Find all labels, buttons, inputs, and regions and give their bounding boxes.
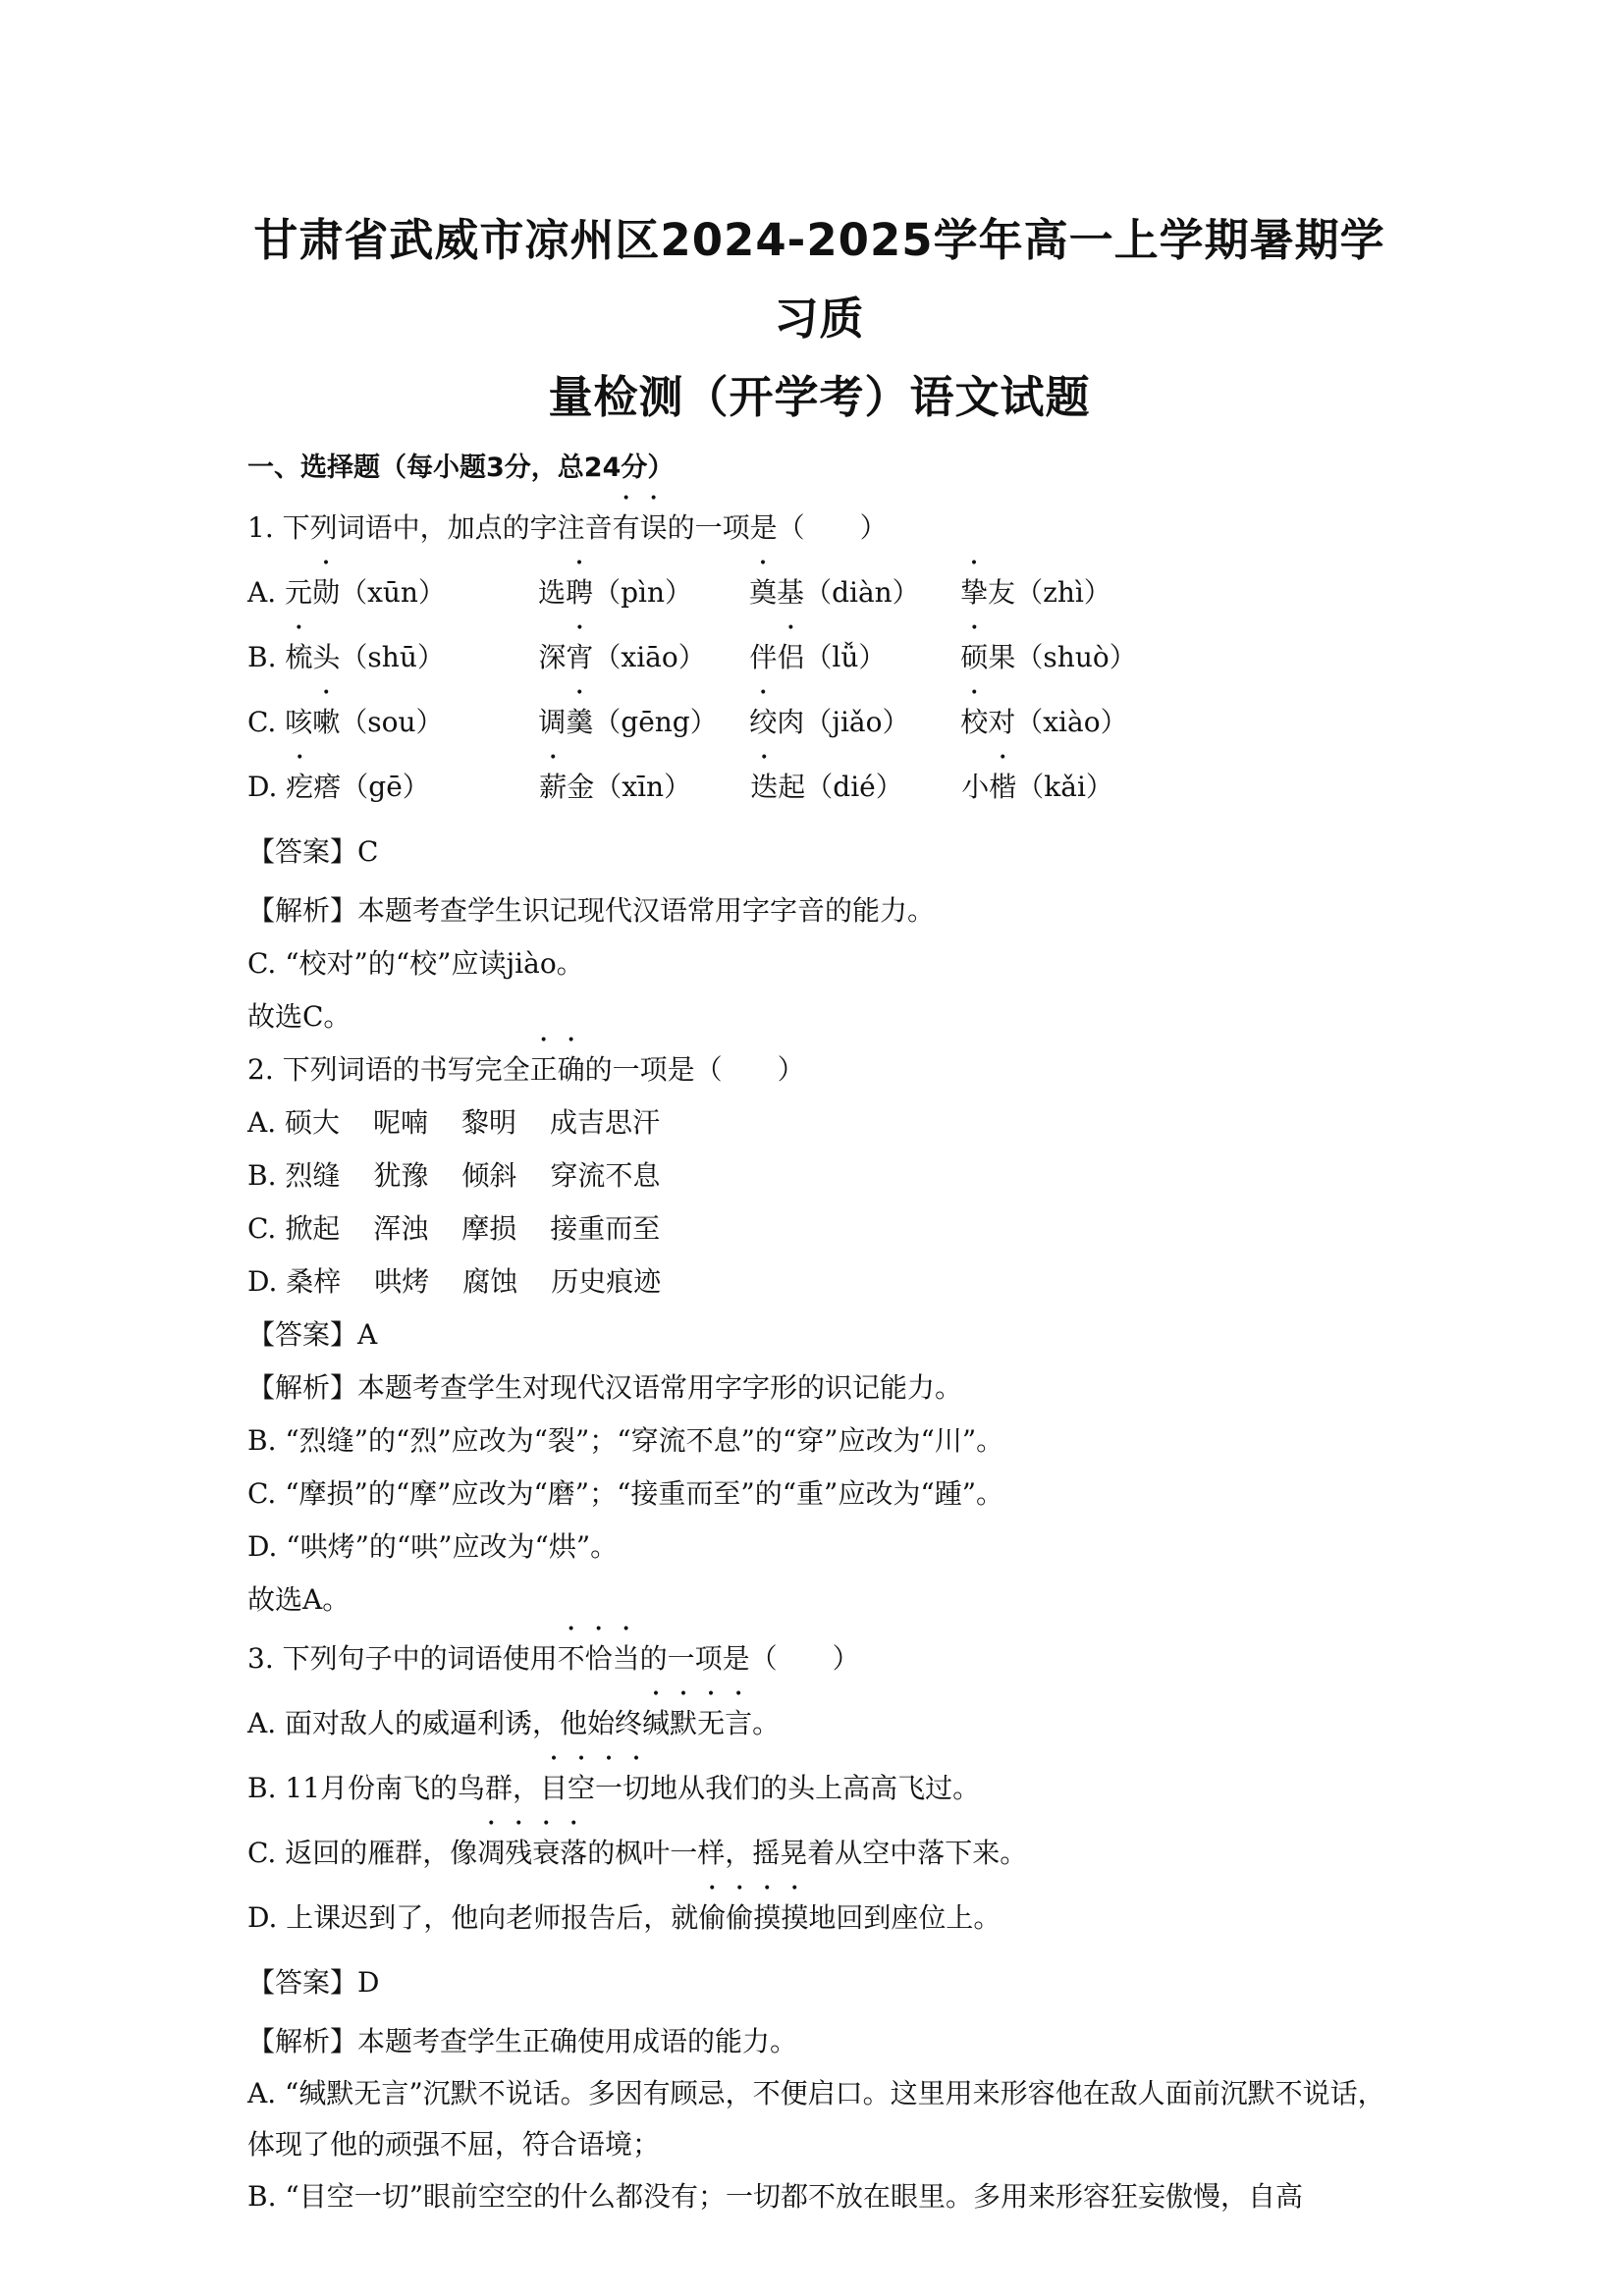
- option-word: 哄烤: [374, 1265, 430, 1298]
- option-word: 摩损: [461, 1212, 517, 1245]
- emphasized-char: 摸: [781, 1901, 809, 1934]
- emphasized-char: 目: [540, 1772, 568, 1804]
- word-part: 咳: [285, 706, 313, 738]
- word-part: 伴: [749, 641, 778, 673]
- section-heading: 一、选择题（每小题3分，总24分）: [247, 453, 675, 483]
- title-line-2: 量检测（开学考）语文试题: [548, 371, 1091, 423]
- question-2-explanation-d: D. “哄烤”的“哄”应改为“烘”。: [247, 1530, 619, 1563]
- word-part: 深: [538, 641, 567, 673]
- option-word: 历史痕迹: [551, 1265, 662, 1298]
- option-item: [538, 690, 749, 755]
- option-letter: A.: [247, 576, 286, 609]
- question-3-stem: 3. 下列句子中的词语使用不恰当的一项是（ ）: [247, 1642, 860, 1675]
- emphasized-char: 切: [623, 1772, 651, 1804]
- question-3-options: [247, 1691, 1391, 1950]
- question-1-answer: 【答案】C: [247, 835, 379, 868]
- question-2-explanation-c: C. “摩损”的“摩”应改为“磨”；“接重而至”的“重”应改为“踵”。: [247, 1477, 1004, 1510]
- option-item: [538, 561, 749, 625]
- option-item: [750, 755, 961, 820]
- emphasized-char: 衰: [532, 1837, 561, 1869]
- question-1-stem: 1. 下列词语中，加点的字注音有误的一项是（ ）: [247, 511, 888, 544]
- option-word: 黎明: [461, 1106, 517, 1139]
- emphasized-char: 聘: [566, 576, 594, 609]
- question-3-explanation-b: B. “目空一切”眼前空空的什么都没有；一切都不放在眼里。多用来形容狂妄傲慢，自高: [247, 2180, 1304, 2213]
- option-item: [960, 690, 1127, 755]
- question-2-option-row: [247, 1202, 1391, 1255]
- option-word: 犹豫: [373, 1159, 429, 1192]
- word-part: 头: [312, 641, 341, 673]
- option-letter: D.: [247, 1265, 287, 1298]
- option-word: 桑梓: [286, 1265, 342, 1298]
- option-letter: A.: [247, 1106, 286, 1139]
- option-word: 硕大: [285, 1106, 341, 1139]
- question-2-analysis: 【解析】本题考查学生对现代汉语常用字字形的识记能力。: [247, 1371, 963, 1404]
- option-item: [285, 690, 538, 755]
- option-item: [960, 561, 1111, 625]
- emphasized-char: 宵: [566, 641, 594, 673]
- sentence-part: C. 返回的雁群，像: [247, 1837, 478, 1869]
- word-part: 金: [567, 771, 595, 803]
- pinyin: （dié）: [805, 771, 903, 803]
- question-1-option-row: [247, 625, 1391, 690]
- question-1-options: [247, 561, 1391, 820]
- question-2-option-row: [247, 1149, 1391, 1202]
- pinyin: （kǎi）: [1016, 771, 1113, 803]
- question-2-explanation-b: B. “烈缝”的“烈”应改为“裂”；“穿流不息”的“穿”应改为“川”。: [247, 1424, 1004, 1457]
- option-word: 腐蚀: [462, 1265, 518, 1298]
- pinyin: （jiǎo）: [804, 706, 910, 738]
- emphasized-char: 迭: [750, 771, 779, 803]
- pinyin: （lǚ）: [804, 641, 887, 673]
- option-word: 倾斜: [461, 1159, 517, 1192]
- pinyin: （xīn）: [594, 771, 692, 803]
- word-part: 友: [988, 576, 1016, 609]
- emphasized-char: 落: [560, 1837, 588, 1869]
- sentence-part: 。: [752, 1707, 781, 1739]
- emphasized-char: 绞: [749, 706, 778, 738]
- sentence-part: 的枫叶一样，摇晃着从空中落下来。: [587, 1837, 1028, 1869]
- pinyin: （zhì）: [1015, 576, 1111, 609]
- question-2-choice: 故选A。: [247, 1583, 351, 1616]
- word-part: 小: [961, 771, 990, 803]
- document-title: [247, 201, 1391, 437]
- option-word: 接重而至: [550, 1212, 661, 1245]
- emphasized-char: 一: [595, 1772, 623, 1804]
- option-item: [749, 561, 960, 625]
- question-2-stem: 2. 下列词语的书写完全正确的一项是（ ）: [247, 1053, 805, 1086]
- option-item: [538, 625, 749, 690]
- question-3-analysis: 【解析】本题考查学生正确使用成语的能力。: [247, 2025, 798, 2057]
- pinyin: （xūn）: [340, 576, 446, 609]
- option-word: 掀起: [285, 1212, 341, 1245]
- question-3-answer: 【答案】D: [247, 1966, 380, 1999]
- option-item: [539, 755, 750, 820]
- word-part: 基: [777, 576, 805, 609]
- option-letter: B.: [247, 641, 286, 673]
- emphasized-char: 侣: [777, 641, 805, 673]
- emphasized-char: 疙: [286, 771, 314, 803]
- emphasized-char: 硕: [960, 641, 989, 673]
- emphasized-char: 残: [505, 1837, 533, 1869]
- question-1-explanation: C. “校对”的“校”应读jiào。: [247, 947, 584, 980]
- document-page: [247, 201, 1391, 2223]
- sentence-part: A. 面对敌人的威逼利诱，他始终: [247, 1707, 643, 1739]
- pinyin: （xiào）: [1015, 706, 1128, 738]
- question-3-explanation-a: A. “缄默无言”沉默不说话。多因有顾忌，不便启口。这里用来形容他在敌人面前沉默不说话，体现了他的顽强不屈，符合语境；: [247, 2077, 1385, 2161]
- sentence-part: B. 11月份南飞的鸟群，: [247, 1772, 541, 1804]
- question-2-option-row: [247, 1096, 1391, 1149]
- pinyin: （shuò）: [1015, 641, 1137, 673]
- pinyin: （diàn）: [804, 576, 920, 609]
- emphasized-char: 摸: [753, 1901, 782, 1934]
- question-1-choice: 故选C。: [247, 1000, 352, 1033]
- word-part: 选: [538, 576, 567, 609]
- option-word: 呢喃: [373, 1106, 429, 1139]
- word-part: 起: [778, 771, 806, 803]
- emphasized-char: 薪: [539, 771, 568, 803]
- pinyin: （xiāo）: [593, 641, 706, 673]
- question-1-analysis: 【解析】本题考查学生识记现代汉语常用字字音的能力。: [247, 894, 936, 927]
- option-item: [285, 561, 538, 625]
- question-1-option-row: [247, 561, 1391, 625]
- pinyin: （shū）: [340, 641, 445, 673]
- word-part: 调: [538, 706, 567, 738]
- emphasized-char: 嗽: [312, 706, 341, 738]
- word-part: 果: [988, 641, 1016, 673]
- emphasized-char: 缄: [642, 1707, 671, 1739]
- emphasized-char: 偷: [726, 1901, 754, 1934]
- word-part: 对: [988, 706, 1016, 738]
- emphasized-char: 校: [960, 706, 989, 738]
- option-item: [285, 625, 538, 690]
- emphasized-char: 楷: [989, 771, 1017, 803]
- sentence-part: D. 上课迟到了，他向老师报告后，就: [247, 1901, 699, 1934]
- emphasized-char: 奠: [749, 576, 778, 609]
- emphasized-char: 凋: [477, 1837, 506, 1869]
- emphasized-char: 默: [670, 1707, 698, 1739]
- emphasized-char: 挚: [960, 576, 989, 609]
- option-letter: C.: [247, 1212, 286, 1245]
- pinyin: （gē）: [341, 771, 430, 803]
- question-3-option-row: [247, 1691, 1391, 1756]
- emphasized-char: 无: [697, 1707, 726, 1739]
- pinyin: （sou）: [340, 706, 444, 738]
- sentence-part: 地从我们的头上高高飞过。: [650, 1772, 981, 1804]
- emphasized-char: 梳: [285, 641, 313, 673]
- emphasized-char: 空: [568, 1772, 596, 1804]
- question-3-option-row: [247, 1756, 1391, 1821]
- option-item: [749, 625, 960, 690]
- question-1-option-row: [247, 755, 1391, 820]
- question-1-option-row: [247, 690, 1391, 755]
- emphasized-char: 偷: [698, 1901, 727, 1934]
- title-line-1: 甘肃省武威市凉州区2024-2025学年高一上学期暑期学习质: [253, 214, 1385, 345]
- word-part: 元: [285, 576, 313, 609]
- option-item: [286, 755, 539, 820]
- sentence-part: 地回到座位上。: [808, 1901, 1001, 1934]
- question-3-option-row: [247, 1886, 1391, 1950]
- word-part: 瘩: [313, 771, 342, 803]
- emphasized-char: 羹: [566, 706, 594, 738]
- option-item: [960, 625, 1136, 690]
- pinyin: （gēng）: [593, 706, 718, 738]
- option-letter: D.: [247, 771, 287, 803]
- emphasized-char: 言: [725, 1707, 753, 1739]
- option-word: 浑浊: [373, 1212, 429, 1245]
- emphasized-char: 勋: [312, 576, 341, 609]
- option-word: 烈缝: [285, 1159, 341, 1192]
- option-word: 穿流不息: [550, 1159, 661, 1192]
- word-part: 肉: [777, 706, 805, 738]
- question-3-option-row: [247, 1821, 1391, 1886]
- option-item: [961, 755, 1113, 820]
- question-2-options: [247, 1096, 1391, 1308]
- question-2-option-row: [247, 1255, 1391, 1308]
- option-item: [749, 690, 960, 755]
- pinyin: （pìn）: [593, 576, 692, 609]
- option-letter: B.: [247, 1159, 286, 1192]
- option-word: 成吉思汗: [550, 1106, 661, 1139]
- question-2-answer: 【答案】A: [247, 1318, 378, 1351]
- option-letter: C.: [247, 706, 286, 738]
